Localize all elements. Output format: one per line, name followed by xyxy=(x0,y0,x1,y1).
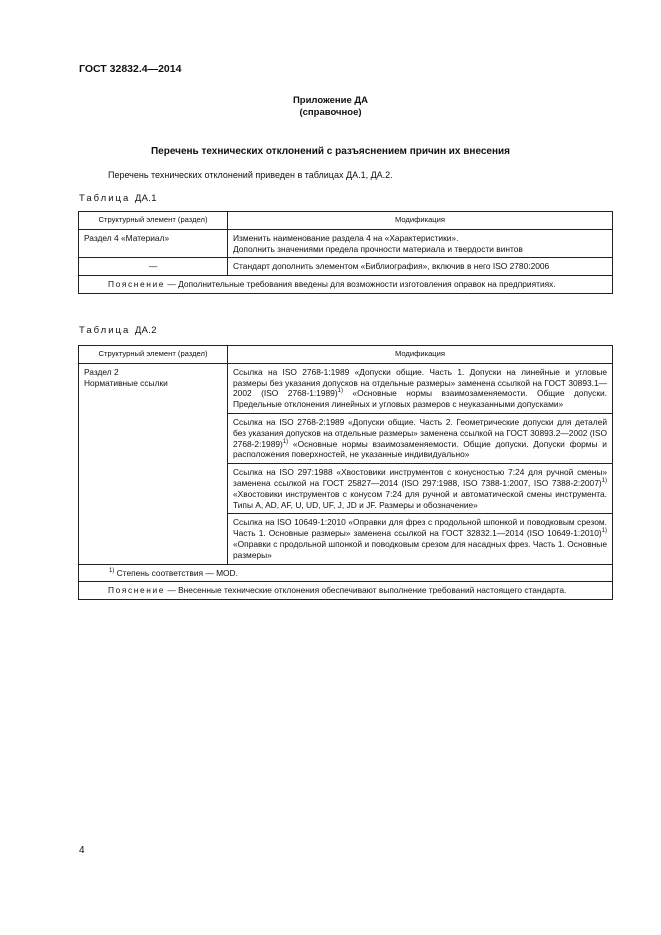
table1-row2-element: — xyxy=(79,258,228,276)
table1-row2-modification: Стандарт дополнить элементом «Библиография», включив в него ISO 2780:2006 xyxy=(228,258,613,276)
table1-note-row xyxy=(79,276,613,294)
table2-row4-modification xyxy=(228,514,613,564)
table1-row1-mod-line2: Дополнить значениями предела прочности материала и твердости винтов xyxy=(233,243,523,254)
table-row xyxy=(79,363,613,413)
table2-row4-text-b: «Оправки с продольной шпонкой и поводковым срезом для насадных фрез. Часть 1. Основные размеры» xyxy=(233,538,607,560)
table2-row3-text-b: «Хвостовики инструментов с конусом 7:24 для ручной и автоматической смены инструмента. Типы A, AD, AF, U, UD, UF, J, JD и JF. Размеры и обозначение» xyxy=(233,488,607,510)
footnote-mark: 1) xyxy=(109,567,115,574)
table2-note xyxy=(79,582,613,600)
table2-footnote-row xyxy=(79,564,613,582)
table1-caption-word: Таблица xyxy=(79,193,131,204)
table-da2 xyxy=(78,345,613,600)
table2-row3-modification xyxy=(228,464,613,514)
table-row xyxy=(79,229,613,258)
table2-row2-text-a: Ссылка на ISO 2768-2:1989 «Допуски общие. Часть 2. Геометрические допуски для деталей без указания допусков на отдельные размеры» заменена ссылкой на ГОСТ 30893.2—2002 (ISO 2768-2:1989) xyxy=(233,416,607,449)
table1-note-label: Пояснение xyxy=(108,279,166,290)
table1-header-row xyxy=(79,212,613,230)
table1-row1-modification xyxy=(228,229,613,258)
table1-header-modification: Модификация xyxy=(228,212,613,230)
table2-row1-text-a: Ссылка на ISO 2768-1:1989 «Допуски общие. Часть 1. Допуски на линейные и угловые размеры без указания допусков на отдельные размеры» заменена ссылкой на ГОСТ 30893.1—2002 (ISO 2768-1:1989) xyxy=(233,366,607,399)
footnote-ref: 1) xyxy=(337,388,343,395)
table1-note-text: — Дополнительные требования введены для возможности изготовления оправок на предприятиях. xyxy=(165,279,556,290)
table2-footnote xyxy=(79,564,613,582)
table2-row3-text-a: Ссылка на ISO 297:1988 «Хвостовики инструментов с конусностью 7:24 для ручной смены» заменена ссылкой на ГОСТ 25827—2014 (ISO 297:1988, ISO 7388-1:2007, ISO 7388-2:2007) xyxy=(233,467,607,488)
table2-row2-text-b: «Основные нормы взаимозаменяемости. Общие допуски. Допуски формы и расположения поверхностей, не указанные индивидуально» xyxy=(233,438,607,460)
table2-header-row xyxy=(79,346,613,364)
standard-designation: ГОСТ 32832.4—2014 xyxy=(79,63,182,75)
table2-row1-modification xyxy=(228,363,613,413)
table2-row2-modification xyxy=(228,413,613,463)
table1-note xyxy=(79,276,613,294)
table2-caption-number: ДА.2 xyxy=(134,325,157,336)
table2-element-cell xyxy=(79,363,228,564)
table2-caption xyxy=(79,325,157,336)
footnote-ref: 1) xyxy=(282,438,289,445)
appendix-subtitle: (справочное) xyxy=(299,107,362,118)
table2-row4-text-a: Ссылка на ISO 10649-1:2010 «Оправки для фрез с продольной шпонкой и поводковым срезом. Часть 1. Основные размеры» заменена ссылкой на ГОСТ 32832.1—2014 (ISO 10649-1:2010) xyxy=(233,517,607,539)
appendix-title: Приложение ДА xyxy=(292,95,369,106)
table2-header-modification: Модификация xyxy=(228,346,613,364)
table1-row1-element: Раздел 4 «Материал» xyxy=(79,229,228,258)
table2-note-row xyxy=(79,582,613,600)
page-number: 4 xyxy=(79,845,85,856)
table2-header-element: Структурный элемент (раздел) xyxy=(79,346,228,364)
table-row xyxy=(79,258,613,276)
table1-row1-mod-line1: Изменить наименование раздела 4 на «Характеристики». xyxy=(233,232,459,243)
table1-header-element: Структурный элемент (раздел) xyxy=(79,212,228,230)
table2-caption-word: Таблица xyxy=(79,325,131,336)
table2-note-text: — Внесенные технические отклонения обеспечивают выполнение требований настоящего стандарта. xyxy=(165,585,567,596)
table-da1 xyxy=(78,211,613,294)
appendix-heading: Перечень технических отклонений с разъяснением причин их внесения xyxy=(150,146,511,157)
footnote-ref: 1) xyxy=(601,528,607,535)
table2-element-line1: Раздел 2 xyxy=(84,366,119,377)
table1-caption xyxy=(79,193,157,204)
table2-row1-text-b: «Основные нормы взаимозаменяемости. Общие допуски. Предельные отклонения линейных и угловых размеров с неуказанными допусками» xyxy=(233,388,607,410)
footnote-ref: 1) xyxy=(601,478,607,485)
table2-note-label: Пояснение xyxy=(108,585,166,596)
table1-caption-number: ДА.1 xyxy=(134,193,157,204)
table2-element-line2: Нормативные ссылки xyxy=(84,377,168,388)
table2-footnote-text: Степень соответствия — MOD. xyxy=(114,567,238,578)
intro-paragraph: Перечень технических отклонений приведен в таблицах ДА.1, ДА.2. xyxy=(108,170,393,180)
